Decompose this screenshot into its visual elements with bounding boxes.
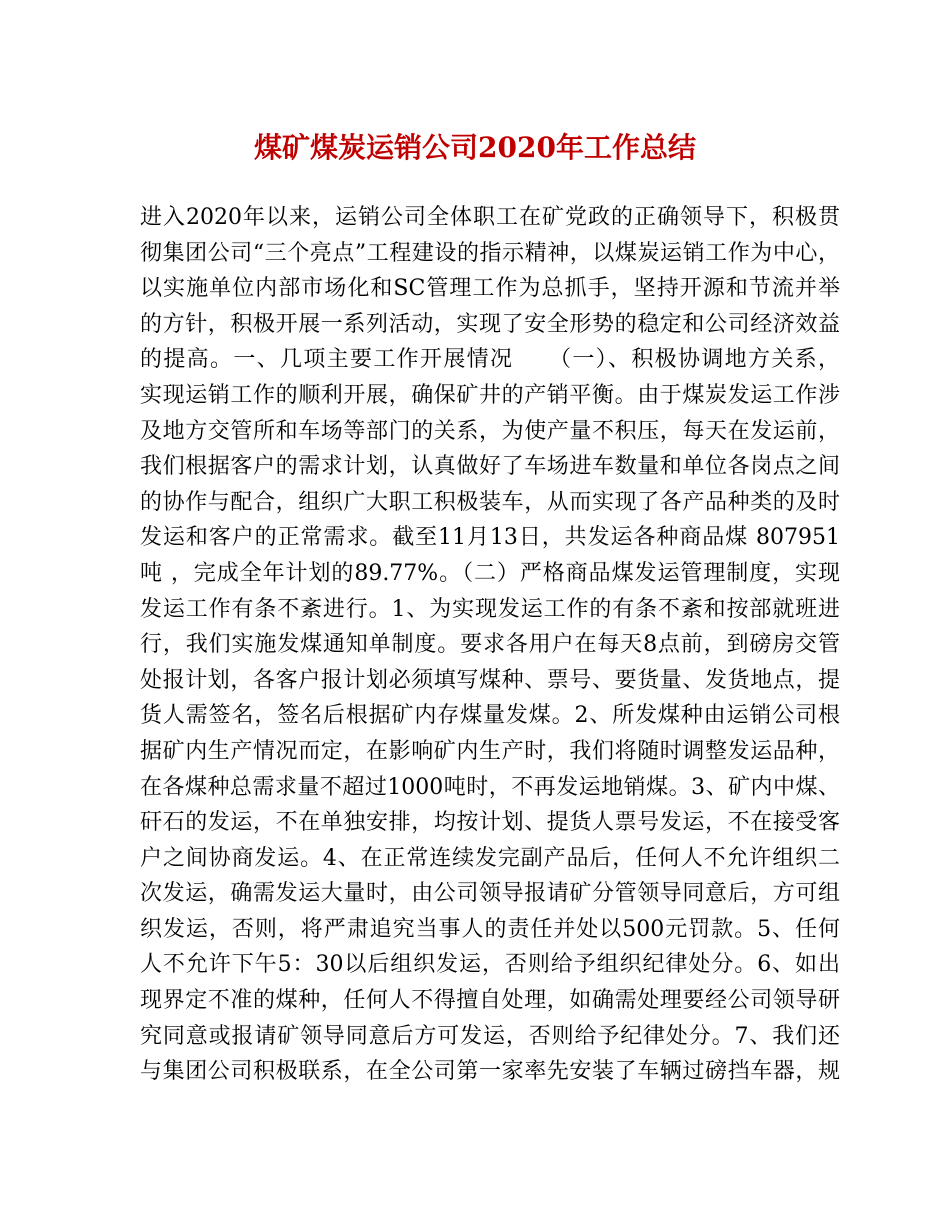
- body-line: 我们根据客户的需求计划，认真做好了车场进车数量和单位各岗点之间: [140, 454, 840, 480]
- body-line: 与集团公司积极联系，在全公司第一家率先安装了车辆过磅挡车器，规: [140, 1059, 840, 1085]
- body-line: 在各煤种总需求量不超过1000吨时，不再发运地销煤。3、矿内中煤、: [140, 774, 840, 800]
- body-line: 货人需签名，签名后根据矿内存煤量发煤。2、所发煤种由运销公司根: [140, 703, 840, 729]
- body-line: 以实施单位内部市场化和SC管理工作为总抓手，坚持开源和节流并举: [140, 276, 840, 302]
- body-line: 现界定不准的煤种，任何人不得擅自处理，如确需处理要经公司领导研: [140, 988, 840, 1014]
- body-line: 彻集团公司“三个亮点”工程建设的指示精神，以煤炭运销工作为中心，: [140, 240, 840, 266]
- body-line: 发运和客户的正常需求。截至11月13日，共发运各种商品煤 807951: [140, 525, 840, 551]
- body-line: 矸石的发运，不在单独安排，均按计划、提货人票号发运，不在接受客: [140, 810, 840, 836]
- body-line: 处报计划，各客户报计划必须填写煤种、票号、要货量、发货地点，提: [140, 667, 840, 693]
- body-line: 人不允许下午5：30以后组织发运，否则给予组织纪律处分。6、如出: [140, 952, 840, 978]
- body-line: 织发运，否则，将严肃追究当事人的责任并处以500元罚款。5、任何: [140, 916, 840, 942]
- document-body: [140, 200, 840, 1090]
- body-line: 进入2020年以来，运销公司全体职工在矿党政的正确领导下，积极贯: [140, 205, 840, 230]
- body-line: 行，我们实施发煤通知单制度。要求各用户在每天8点前，到磅房交管: [140, 632, 840, 658]
- body-line: 的提高。一、几项主要工作开展情况 （一）、积极协调地方关系，: [140, 347, 840, 373]
- body-line: 户之间协商发运。4、在正常连续发完副产品后，任何人不允许组织二: [140, 845, 840, 871]
- body-line: 究同意或报请矿领导同意后方可发运，否则给予纪律处分。7、我们还: [140, 1023, 840, 1049]
- body-line: 的协作与配合，组织广大职工积极装车，从而实现了各产品种类的及时: [140, 489, 840, 515]
- body-line: 据矿内生产情况而定，在影响矿内生产时，我们将随时调整发运品种，: [140, 738, 840, 764]
- body-line: 次发运，确需发运大量时，由公司领导报请矿分管领导同意后，方可组: [140, 881, 840, 907]
- document-title: 煤矿煤炭运销公司2020年工作总结: [254, 131, 696, 164]
- body-line: 吨 ，完成全年计划的89.77%。（二）严格商品煤发运管理制度，实现: [140, 560, 840, 586]
- body-line: 及地方交管所和车场等部门的关系，为使产量不积压，每天在发运前，: [140, 418, 840, 444]
- body-line: 的方针，积极开展一系列活动，实现了安全形势的稳定和公司经济效益: [140, 311, 840, 337]
- body-line: 发运工作有条不紊进行。1、为实现发运工作的有条不紊和按部就班进: [140, 596, 840, 622]
- body-line: 实现运销工作的顺利开展，确保矿井的产销平衡。由于煤炭发运工作涉: [140, 382, 840, 408]
